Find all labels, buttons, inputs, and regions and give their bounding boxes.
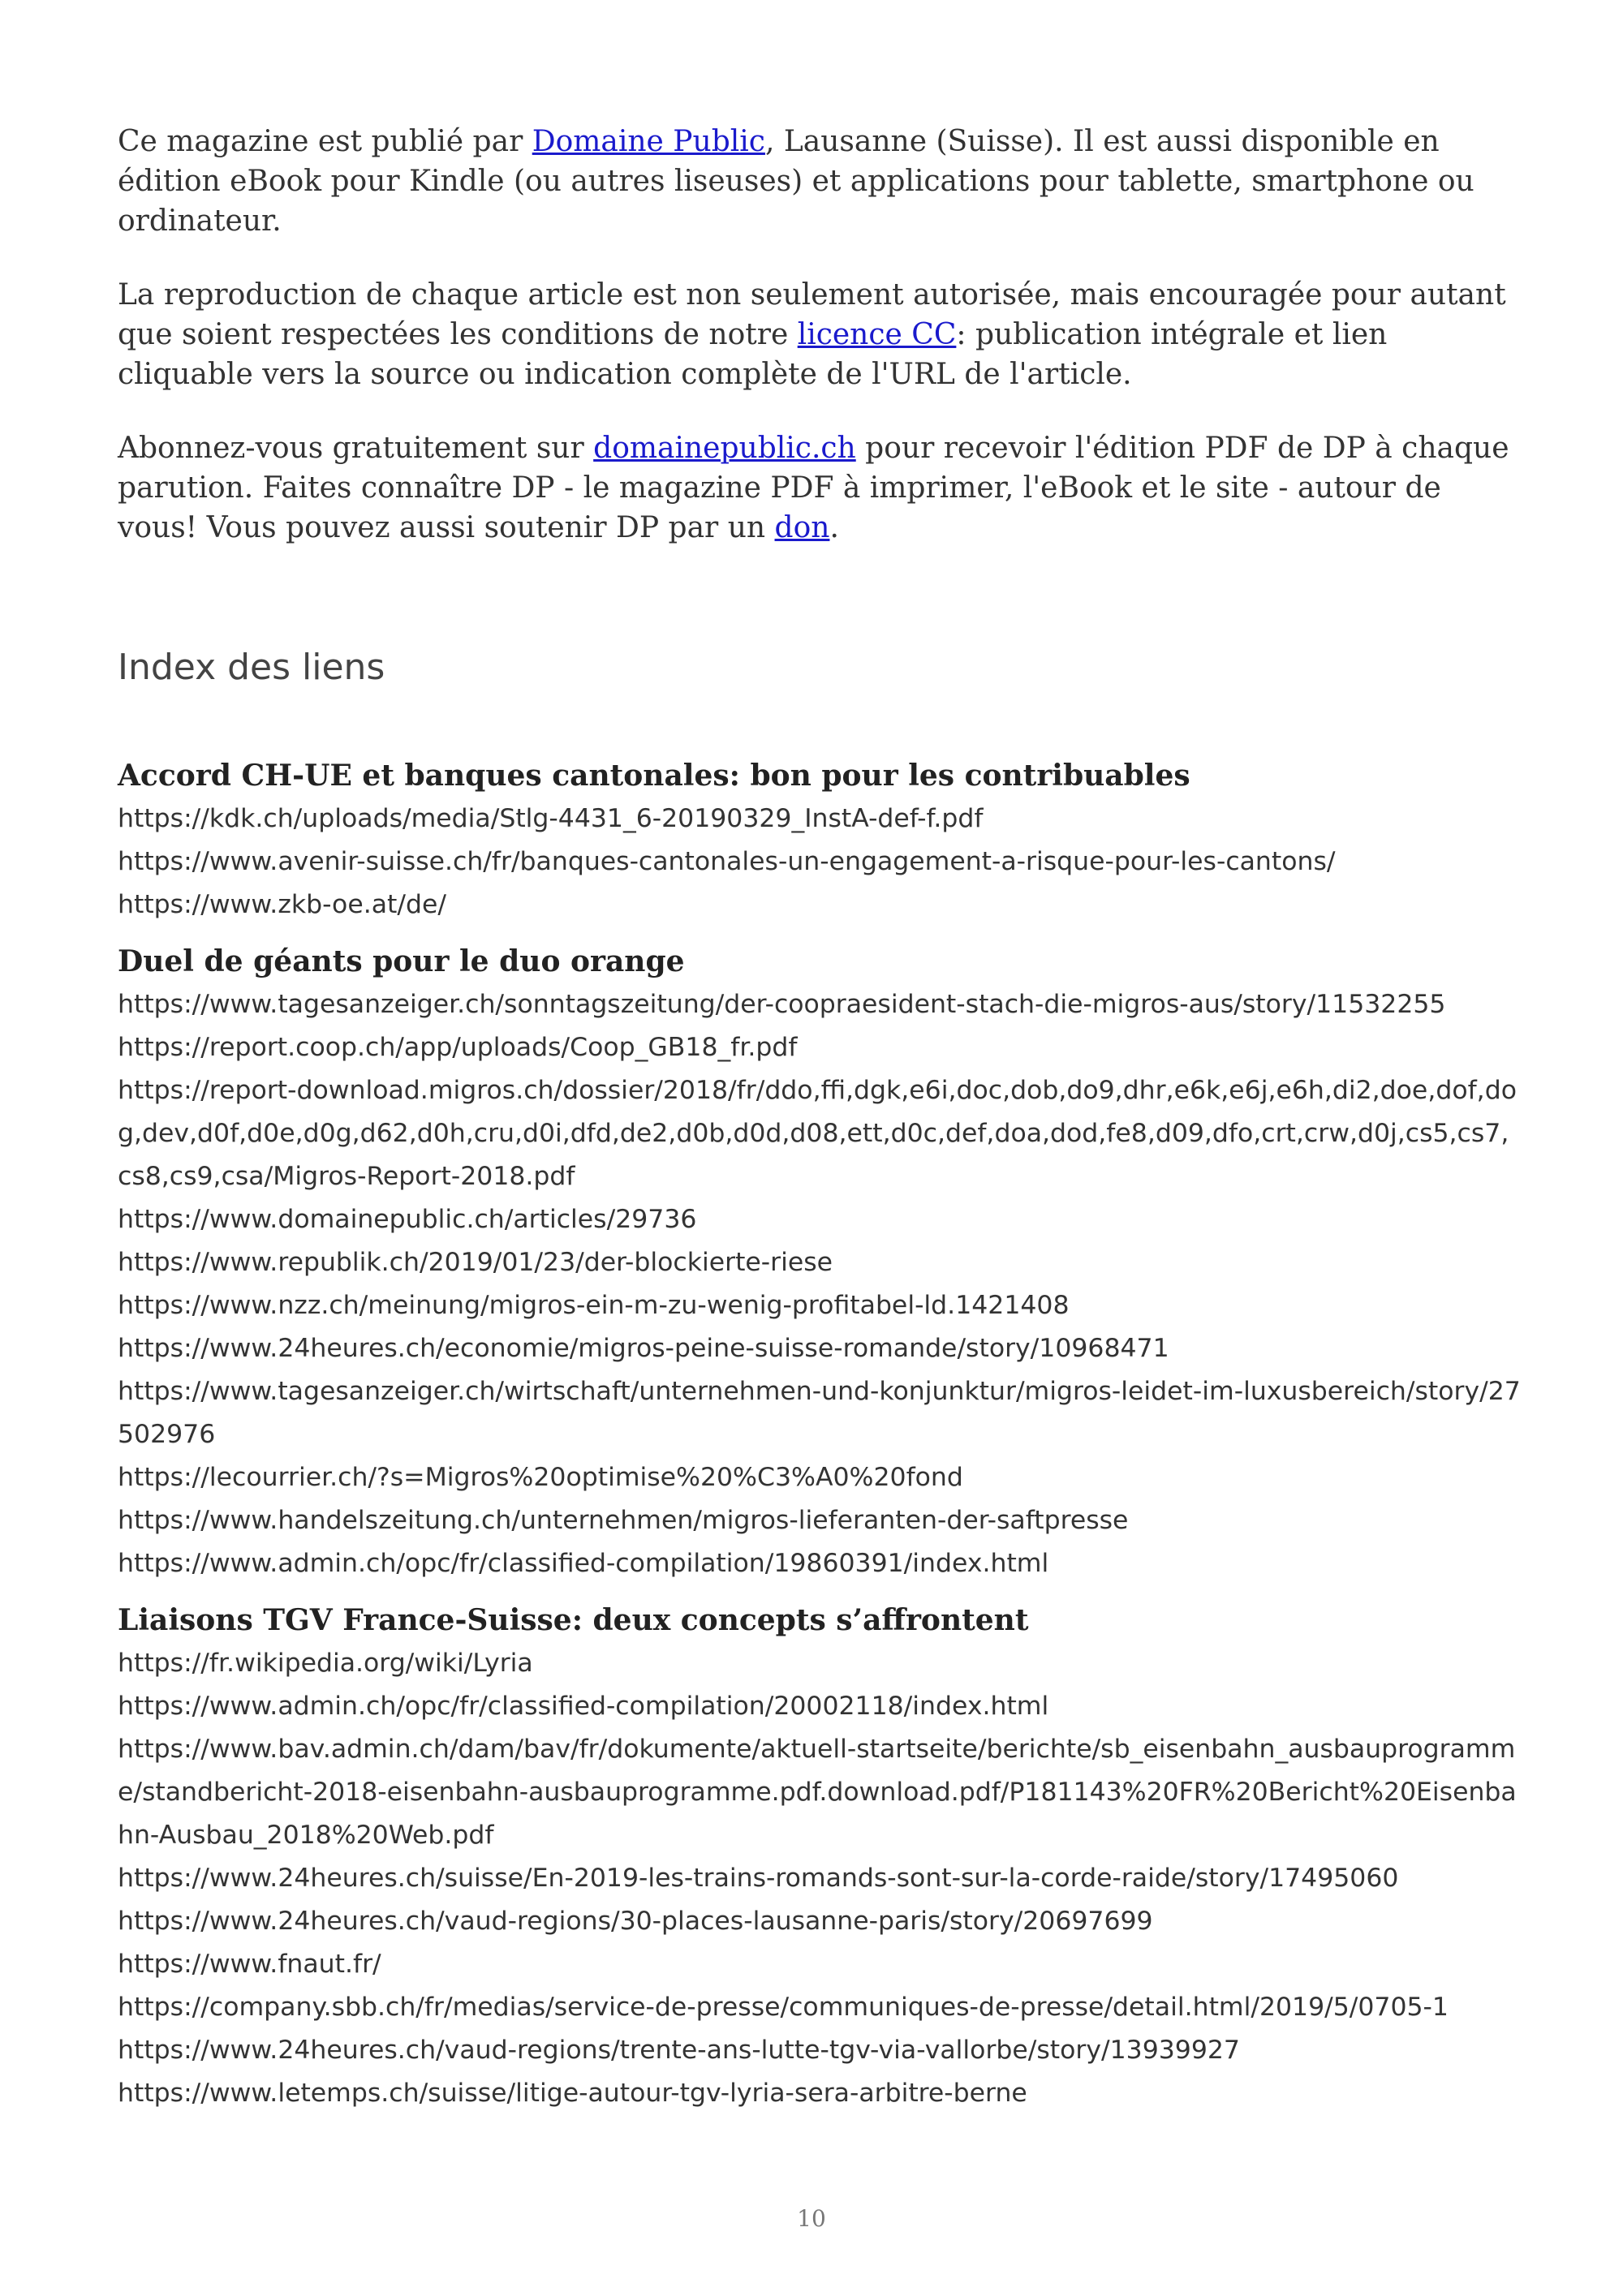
link-list	[118, 983, 1522, 1585]
link-item[interactable]: https://www.avenir-suisse.ch/fr/banques-cantonales-un-engagement-a-risque-pour-les-cantons/	[118, 847, 1336, 876]
intro-paragraph-publisher	[118, 122, 1522, 241]
link-index	[118, 755, 1522, 2115]
index-title: Index des liens	[118, 647, 385, 688]
link-item[interactable]: https://report.coop.ch/app/uploads/Coop_GB18_fr.pdf	[118, 1033, 798, 1062]
link-item[interactable]: https://www.tagesanzeiger.ch/wirtschaft/unternehmen-und-konjunktur/migros-leidet-im-luxusbereich/story/27502976	[118, 1377, 1521, 1449]
page-number: 10	[797, 2205, 826, 2232]
don-link[interactable]: don	[774, 511, 830, 544]
intro-paragraph-subscribe	[118, 428, 1522, 548]
link-item[interactable]: https://www.admin.ch/opc/fr/classified-compilation/20002118/index.html	[118, 1692, 1049, 1721]
licence-cc-link[interactable]: licence CC	[797, 318, 957, 351]
link-item[interactable]: https://report-download.migros.ch/dossier/2018/fr/ddo,ffi,dgk,e6i,doc,dob,do9,dhr,e6k,e6j,e6h,di2,doe,dof,dog,dev,d0f,d0e,d0g,d62,d0h,cru,d0i,dfd,de2,d0b,d0d,d08,ett,d0c,def,doa,dod,fe8,d09,dfo,crt,crw,d0j,cs5,cs7,cs8,cs9,csa/Migros-Report-2018.pdf	[118, 1076, 1517, 1191]
domaine-public-link[interactable]: Domaine Public	[532, 125, 765, 158]
link-section	[118, 755, 1522, 927]
link-item[interactable]: https://www.handelszeitung.ch/unternehmen/migros-lieferanten-der-saftpresse	[118, 1506, 1129, 1535]
text: , Lausanne (Suisse). Il est aussi disponible en édition eBook pour Kindle (ou autres liseuses) et applications pour tablette, smartphone ou ordinateur.	[118, 125, 1474, 238]
link-item[interactable]: https://www.fnaut.fr/	[118, 1950, 381, 1979]
section-heading: Accord CH-UE et banques cantonales: bon pour les contribuables	[118, 759, 1190, 793]
link-item[interactable]: https://www.24heures.ch/vaud-regions/30-places-lausanne-paris/story/20697699	[118, 1907, 1153, 1936]
link-item[interactable]: https://www.bav.admin.ch/dam/bav/fr/dokumente/aktuell-startseite/berichte/sb_eisenbahn_ausbauprogramme/standbericht-2018-eisenbahn-ausbauprogramme.pdf.download.pdf/P181143%20FR%20Bericht%20Eisenbahn-Ausbau_2018%20Web.pdf	[118, 1735, 1517, 1850]
link-item[interactable]: https://kdk.ch/uploads/media/Stlg-4431_6-20190329_InstA-def-f.pdf	[118, 804, 984, 833]
link-item[interactable]: https://www.24heures.ch/economie/migros-peine-suisse-romande/story/10968471	[118, 1334, 1169, 1363]
document-page	[118, 122, 1522, 2130]
link-item[interactable]: https://fr.wikipedia.org/wiki/Lyria	[118, 1649, 533, 1678]
link-section	[118, 1600, 1522, 2115]
link-list	[118, 1642, 1522, 2115]
text: Ce magazine est publié par	[118, 125, 532, 158]
link-item[interactable]: https://www.republik.ch/2019/01/23/der-blockierte-riese	[118, 1248, 833, 1277]
link-item[interactable]: https://lecourrier.ch/?s=Migros%20optimise%20%C3%A0%20fond	[118, 1463, 963, 1492]
link-item[interactable]: https://www.zkb-oe.at/de/	[118, 890, 446, 919]
text: Abonnez-vous gratuitement sur	[118, 432, 594, 465]
text: La reproduction de chaque article est non seulement autorisée, mais encouragée pour autant que soient respectées les conditions de notre	[118, 278, 1506, 351]
link-item[interactable]: https://www.nzz.ch/meinung/migros-ein-m-zu-wenig-profitabel-ld.1421408	[118, 1291, 1070, 1320]
link-item[interactable]: https://www.admin.ch/opc/fr/classified-compilation/19860391/index.html	[118, 1549, 1049, 1578]
domainepublic-link[interactable]: domainepublic.ch	[593, 432, 856, 465]
link-item[interactable]: https://www.tagesanzeiger.ch/sonntagszeitung/der-coopraesident-stach-die-migros-aus/story/11532255	[118, 990, 1446, 1019]
link-item[interactable]: https://www.letemps.ch/suisse/litige-autour-tgv-lyria-sera-arbitre-berne	[118, 2079, 1027, 2108]
link-list	[118, 798, 1522, 927]
section-heading: Duel de géants pour le duo orange	[118, 944, 685, 978]
link-item[interactable]: https://www.24heures.ch/suisse/En-2019-les-trains-romands-sont-sur-la-corde-raide/story/17495060	[118, 1864, 1399, 1893]
text: .	[829, 511, 839, 544]
link-item[interactable]: https://company.sbb.ch/fr/medias/service-de-presse/communiques-de-presse/detail.html/2019/5/0705-1	[118, 1993, 1449, 2022]
intro-paragraph-license	[118, 275, 1522, 394]
link-item[interactable]: https://www.domainepublic.ch/articles/29736	[118, 1205, 697, 1234]
text: : publication intégrale et lien cliquable vers la source ou indication complète de l'URL de l'article.	[118, 318, 1388, 391]
intro	[118, 122, 1522, 548]
link-item[interactable]: https://www.24heures.ch/vaud-regions/trente-ans-lutte-tgv-via-vallorbe/story/13939927	[118, 2036, 1240, 2065]
link-section	[118, 941, 1522, 1585]
text: pour recevoir l'édition PDF de DP à chaque parution. Faites connaître DP - le magazine PDF à imprimer, l'eBook et le site - autour de vous! Vous pouvez aussi soutenir DP par un	[118, 432, 1509, 544]
section-heading: Liaisons TGV France-Suisse: deux concepts s’affrontent	[118, 1603, 1029, 1637]
